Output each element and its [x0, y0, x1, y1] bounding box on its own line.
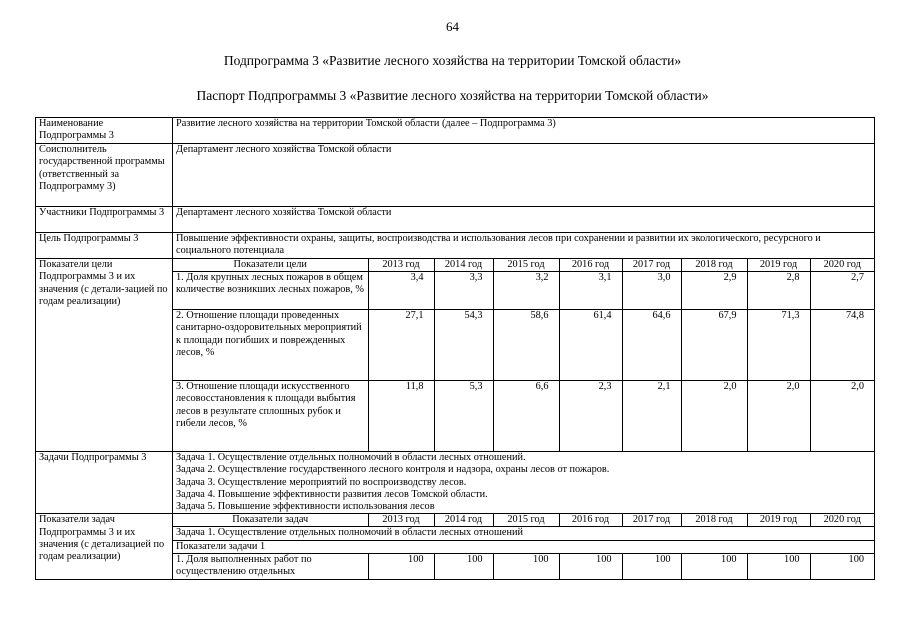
task-indicators-cell	[173, 514, 875, 580]
indicator-value: 100	[810, 554, 874, 580]
indicator-value: 11,8	[368, 381, 434, 452]
row-label: Участники Подпрограммы 3	[36, 207, 173, 233]
row-tasks	[36, 452, 875, 514]
row-goal	[36, 233, 875, 259]
indicator-value: 2,0	[810, 381, 874, 452]
indicator-value: 3,3	[434, 272, 493, 310]
row-goal-indicators	[36, 259, 875, 452]
row-label: Цель Подпрограммы 3	[36, 233, 173, 259]
list-item: Задача 3. Осуществление мероприятий по воспроизводству лесов.	[176, 476, 467, 488]
year-header: 2018 год	[681, 514, 747, 527]
year-header: 2019 год	[747, 514, 810, 527]
year-header: 2015 год	[493, 259, 559, 272]
task-table-header	[173, 514, 874, 527]
list-item: Задача 2. Осуществление государственного лесного контроля и надзора, охраны лесов от пожаров.	[176, 464, 610, 476]
indicator-value: 58,6	[493, 310, 559, 381]
indicator-value: 2,3	[559, 381, 622, 452]
document-title: Подпрограмма 3 «Развитие лесного хозяйства на территории Томской области»	[223, 53, 682, 68]
indicator-value: 5,3	[434, 381, 493, 452]
year-header: 2020 год	[810, 259, 874, 272]
row-participants	[36, 207, 875, 233]
indicator-value: 100	[681, 554, 747, 580]
row-label: Наименование Подпрограммы 3	[36, 118, 173, 144]
year-header: 2017 год	[622, 259, 681, 272]
indicator-value: 54,3	[434, 310, 493, 381]
indicator-header: Показатели задач	[173, 514, 368, 527]
indicator-value: 100	[622, 554, 681, 580]
indicator-name: 3. Отношение площади искусственного лесовосстановления к площади выбытия лесов в результате сплошных рубок и гибели лесов, %	[173, 381, 368, 452]
task-indicators-label: Показатели задачи 1	[173, 540, 874, 553]
task-indicators-table	[173, 514, 874, 579]
table-row	[173, 554, 874, 580]
year-header: 2014 год	[434, 259, 493, 272]
indicator-value: 61,4	[559, 310, 622, 381]
row-coexecutor	[36, 144, 875, 207]
indicator-value: 100	[434, 554, 493, 580]
indicator-value: 3,2	[493, 272, 559, 310]
indicator-value: 100	[493, 554, 559, 580]
indicator-value: 2,0	[747, 381, 810, 452]
indicator-value: 3,4	[368, 272, 434, 310]
indicator-value: 2,0	[681, 381, 747, 452]
year-header: 2015 год	[493, 514, 559, 527]
indicator-name: 1. Доля крупных лесных пожаров в общем количестве возникших лесных пожаров, %	[173, 272, 368, 310]
passport-title: Паспорт Подпрограммы 3 «Развитие лесного хозяйства на территории Томской области»	[196, 88, 709, 103]
task-indicators-label-row	[173, 540, 874, 553]
indicator-value: 3,1	[559, 272, 622, 310]
row-value: Развитие лесного хозяйства на территории Томской области (далее – Подпрограмма 3)	[173, 118, 875, 144]
page-number: 64	[446, 19, 459, 34]
indicator-value: 64,6	[622, 310, 681, 381]
year-header: 2019 год	[747, 259, 810, 272]
year-header: 2016 год	[559, 514, 622, 527]
year-header: 2014 год	[434, 514, 493, 527]
indicator-value: 27,1	[368, 310, 434, 381]
indicator-value: 100	[368, 554, 434, 580]
indicator-value: 2,7	[810, 272, 874, 310]
year-header: 2013 год	[368, 259, 434, 272]
year-header: 2018 год	[681, 259, 747, 272]
row-label: Показатели задач Подпрограммы 3 и их значения (с детализацией по годам реализации)	[36, 514, 173, 580]
row-value: Департамент лесного хозяйства Томской области	[173, 207, 875, 233]
list-item: Задача 5. Повышение эффективности использования лесов	[176, 501, 435, 513]
list-item: Задача 4. Повышение эффективности развития лесов Томской области.	[176, 488, 488, 500]
indicator-value: 100	[747, 554, 810, 580]
indicator-value: 2,9	[681, 272, 747, 310]
tasks-list	[173, 452, 875, 514]
year-header: 2017 год	[622, 514, 681, 527]
row-label: Задачи Подпрограммы 3	[36, 452, 173, 514]
passport-table	[35, 117, 875, 580]
indicator-value: 71,3	[747, 310, 810, 381]
table-row	[173, 310, 874, 381]
indicator-value: 6,6	[493, 381, 559, 452]
indicator-value: 3,0	[622, 272, 681, 310]
row-label: Соисполнитель государственной программы (ответственный за Подпрограмму 3)	[36, 144, 173, 207]
list-item: Задача 1. Осуществление отдельных полномочий в области лесных отношений.	[176, 452, 526, 463]
goal-indicators-cell	[173, 259, 875, 452]
indicator-name: 1. Доля выполненных работ по осуществлению отдельных	[173, 554, 368, 580]
indicator-name: 2. Отношение площади проведенных санитарно-оздоровительных мероприятий к площади погибших и поврежденных лесов, %	[173, 310, 368, 381]
table-row	[173, 272, 874, 310]
indicator-value: 2,8	[747, 272, 810, 310]
row-label: Показатели цели Подпрограммы 3 и их значения (с детали-зацией по годам реализации)	[36, 259, 173, 452]
indicator-header: Показатели цели	[173, 259, 368, 272]
year-header: 2020 год	[810, 514, 874, 527]
goal-table-header	[173, 259, 874, 272]
year-header: 2016 год	[559, 259, 622, 272]
row-value: Департамент лесного хозяйства Томской области	[173, 144, 875, 207]
row-task-indicators	[36, 514, 875, 580]
task-title-row	[173, 527, 874, 540]
row-value: Повышение эффективности охраны, защиты, воспроизводства и использования лесов при сохранении и развитии их экологического, ресурсного и социального потенциала	[173, 233, 875, 259]
indicator-value: 2,1	[622, 381, 681, 452]
indicator-value: 74,8	[810, 310, 874, 381]
task-title: Задача 1. Осуществление отдельных полномочий в области лесных отношений	[173, 527, 874, 540]
row-name	[36, 118, 875, 144]
indicator-value: 67,9	[681, 310, 747, 381]
goal-indicators-table	[173, 259, 874, 451]
table-row	[173, 381, 874, 452]
indicator-value: 100	[559, 554, 622, 580]
year-header: 2013 год	[368, 514, 434, 527]
